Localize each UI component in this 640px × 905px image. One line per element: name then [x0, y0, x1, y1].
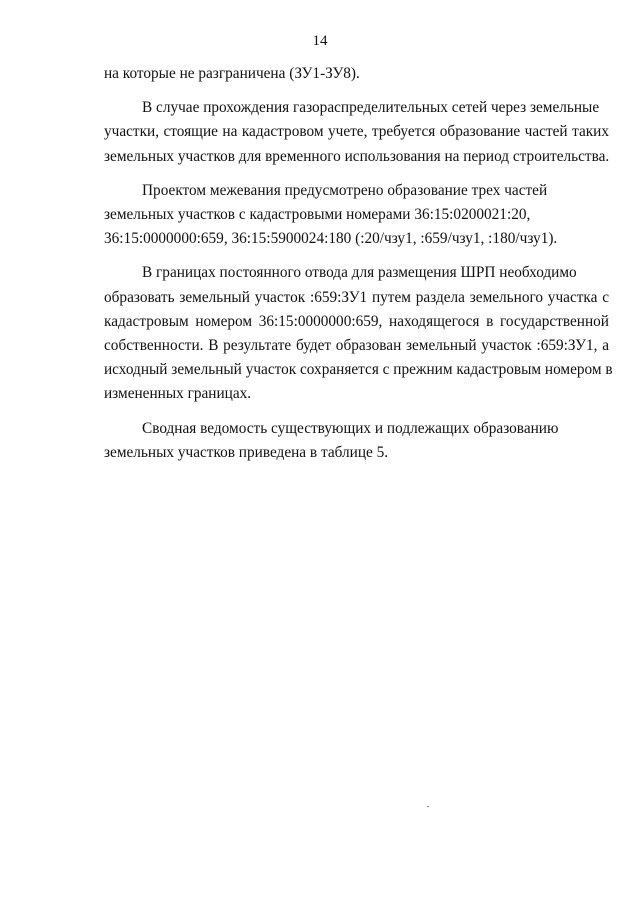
text-line: измененных границах. — [104, 385, 252, 403]
word: межевания — [209, 181, 281, 199]
word: кадастровыми — [249, 206, 343, 224]
text-line-justified — [104, 179, 609, 203]
text-line — [104, 96, 609, 120]
text-line: исходный земельный участок сохраняется с прежним кадастровым номером в — [104, 361, 613, 379]
paragraph-continuation — [104, 62, 609, 86]
text-line-content: В случае прохождения газораспределительных сетей через земельные — [142, 99, 600, 117]
word: трех — [471, 181, 501, 199]
word: Сводная — [142, 419, 197, 437]
text-line-justified — [104, 203, 609, 227]
word: существующих — [271, 419, 372, 437]
text-line: В границах постоянного отвода для размещения ШРП необходимо — [142, 264, 577, 282]
page-number: 14 — [312, 33, 328, 49]
word: номерами — [346, 206, 411, 224]
word: Проектом — [142, 181, 207, 199]
text-line-justified — [104, 417, 609, 441]
word: земельных — [104, 206, 175, 224]
text-line: на которые не разграничена (ЗУ1-ЗУ8). — [104, 65, 360, 82]
word: предусмотрено — [284, 181, 384, 199]
word: подлежащих — [386, 419, 470, 437]
word: образованию — [473, 419, 559, 437]
paragraph-survey-project — [104, 179, 609, 252]
word: образование — [387, 181, 468, 199]
word: участков — [177, 206, 235, 224]
document-body — [104, 62, 613, 465]
word: ведомость — [200, 419, 268, 437]
scan-speck — [427, 806, 429, 807]
word: 36:15:0200021:20, — [414, 206, 531, 224]
text-line: земельных участков приведена в таблице 5. — [104, 443, 389, 461]
text-line: участки, стоящие на кадастровом учете, требуется образование частей таких — [104, 123, 609, 141]
paragraph-gas-networks — [104, 96, 609, 169]
text-line: образовать земельный участок :659:ЗУ1 путем раздела земельного участка с — [104, 288, 609, 306]
word: частей — [504, 181, 548, 199]
text-line: земельных участков для временного использования на период строительства. — [104, 147, 610, 165]
paragraph-shrp-allotment — [104, 261, 613, 406]
paragraph-summary-table-ref — [104, 417, 609, 465]
word: и — [374, 419, 384, 437]
word: с — [238, 206, 246, 224]
text-line: 36:15:0000000:659, 36:15:5900024:180 (:20/чзу1, :659/чзу1, :180/чзу1). — [104, 230, 558, 248]
text-line: собственности. В результате будет образован земельный участок :659:ЗУ1, а — [104, 337, 609, 355]
text-line: кадастровым номером 36:15:0000000:659, находящегося в государственной — [104, 312, 609, 330]
